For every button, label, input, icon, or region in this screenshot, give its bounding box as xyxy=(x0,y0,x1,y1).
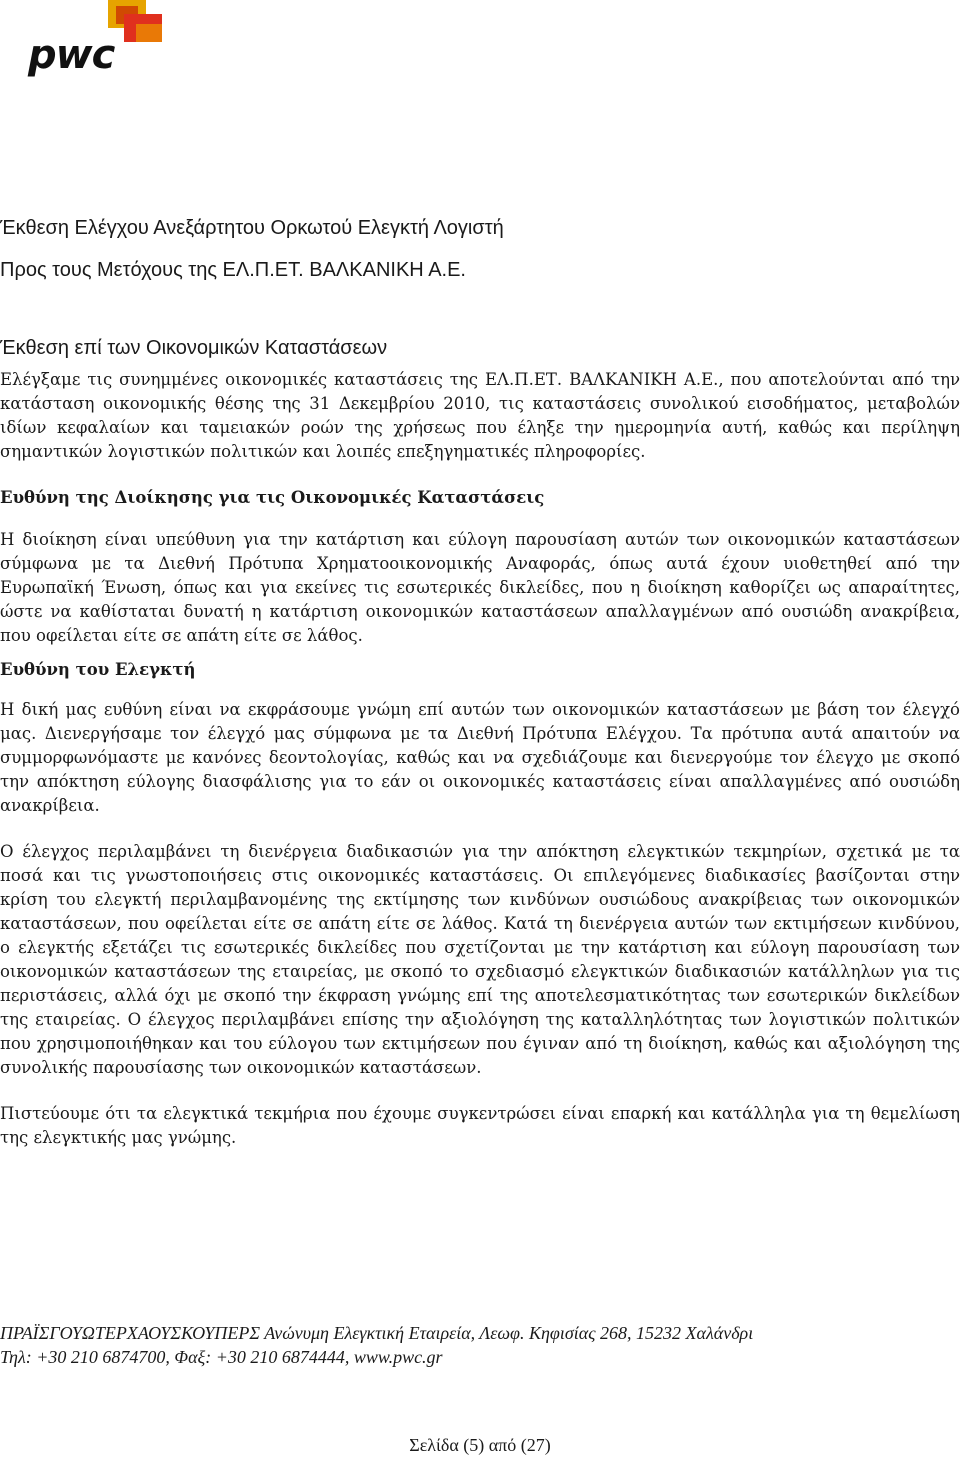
section-financial-paragraph: Ελέγξαμε τις συνημμένες οικονομικές καταστάσεις της ΕΛ.Π.ΕΤ. ΒΑΛΚΑΝΙΚΗ Α.Ε., που αποτελούνται από την κατάσταση οικονομικής θέσης της 31 Δεκεμβρίου 2010, τις καταστάσεις συνολικού εισοδήματος, μεταβολών ιδίων κεφαλαίων και ταμειακών ροών της χρήσεως που έληξε την ημερομηνία αυτή, καθώς και περίληψη σημαντικών λογιστικών πολιτικών και λοιπές επεξηγηματικές πληροφορίες. xyxy=(0,370,960,461)
logo-block-amber xyxy=(136,24,162,42)
report-title: Έκθεση Ελέγχου Ανεξάρτητου Ορκωτού Ελεγκτή Λογιστή xyxy=(0,217,504,239)
section-management-paragraph: Η διοίκηση είναι υπεύθυνη για την κατάρτιση και εύλογη παρουσίαση αυτών των οικονομικών καταστάσεων σύμφωνα με τα Διεθνή Πρότυπα Χρηματοοικονομικής Αναφοράς, όπως αυτά έχουν υιοθετηθεί από την Ευρωπαϊκή Ένωση, όπως και για εκείνες τις εσωτερικές δικλείδες, που η διοίκηση καθορίζει ως απαραίτητες, ώστε να καθίσταται δυνατή η κατάρτιση οικονομικών καταστάσεων απαλλαγμένων από ουσιώδη ανακρίβεια, που οφείλεται είτε σε απάτη είτε σε λάθος. xyxy=(0,530,960,645)
pwc-logo xyxy=(28,0,158,80)
section-management-heading: Ευθύνη της Διοίκησης για τις Οικονομικές Καταστάσεις xyxy=(0,488,545,507)
footer-company-line: ΠΡΑΪΣΓΟΥΩΤΕΡΧΑΟΥΣΚΟΥΠΕΡΣ Ανώνυμη Ελεγκτική Εταιρεία, Λεωφ. Κηφισίας 268, 15232 Χαλάνδρι xyxy=(0,1323,754,1343)
section-auditor-heading: Ευθύνη του Ελεγκτή xyxy=(0,660,196,679)
logo-wordmark: pwc xyxy=(28,32,115,78)
report-body xyxy=(0,214,960,1150)
section-financial-title: Έκθεση επί των Οικονομικών Καταστάσεων xyxy=(0,337,388,359)
footer-contact-line: Τηλ: +30 210 6874700, Φαξ: +30 210 6874444, www.pwc.gr xyxy=(0,1347,443,1367)
footer-company-info xyxy=(0,1321,960,1369)
page-number: Σελίδα (5) από (27) xyxy=(409,1435,551,1455)
auditor-paragraph-1: Η δική μας ευθύνη είναι να εκφράσουμε γνώμη επί αυτών των οικονομικών καταστάσεων με βάση τον έλεγχό μας. Διενεργήσαμε τον έλεγχό μας σύμφωνα με τα Διεθνή Πρότυπα Ελέγχου. Τα πρότυπα αυτά απαιτούν να συμμορφωνόμαστε με κανόνες δεοντολογίας, καθώς και να σχεδιάζουμε και διενεργούμε τον έλεγχο με σκοπό την απόκτηση εύλογης διασφάλισης για το εάν οι οικονομικές καταστάσεις είναι απαλλαγμένες από ουσιώδη ανακρίβεια. xyxy=(0,700,960,815)
auditor-paragraph-2: Ο έλεγχος περιλαμβάνει τη διενέργεια διαδικασιών για την απόκτηση ελεγκτικών τεκμηρίων, σχετικά με τα ποσά και τις γνωστοποιήσεις στις οικονομικές καταστάσεις. Οι επιλεγόμενες διαδικασίες βασίζονται στην κρίση του ελεγκτή περιλαμβανομένης της εκτίμησης των κινδύνων ουσιώδους ανακρίβειας των οικονομικών καταστάσεων, που οφείλεται είτε σε απάτη είτε σε λάθος. Κατά τη διενέργεια αυτών των εκτιμήσεων κινδύνου, ο ελεγκτής εξετάζει τις εσωτερικές δικλείδες που σχετίζονται με την κατάρτιση και εύλογη παρουσίαση των οικονομικών καταστάσεων της εταιρείας, με σκοπό το σχεδιασμό ελεγκτικών διαδικασιών κατάλληλων για τις περιστάσεις, αλλά όχι με σκοπό την έκφραση γνώμης επί της αποτελεσματικότητας των εσωτερικών δικλείδων της εταιρείας. Ο έλεγχος περιλαμβάνει επίσης την αξιολόγηση της καταλληλότητας των λογιστικών πολιτικών που χρησιμοποιήθηκαν και του εύλογου των εκτιμήσεων που έγιναν από τη διοίκηση, καθώς και αξιολόγηση της συνολικής παρουσίασης των οικονομικών καταστάσεων. xyxy=(0,842,960,1077)
auditor-paragraph-3: Πιστεύουμε ότι τα ελεγκτικά τεκμήρια που έχουμε συγκεντρώσει είναι επαρκή και κατάλληλα για τη θεμελίωση της ελεγκτικής μας γνώμης. xyxy=(0,1104,960,1147)
report-addressee: Προς τους Μετόχους της ΕΛ.Π.ΕΤ. ΒΑΛΚΑΝΙΚΗ Α.Ε. xyxy=(0,259,466,281)
